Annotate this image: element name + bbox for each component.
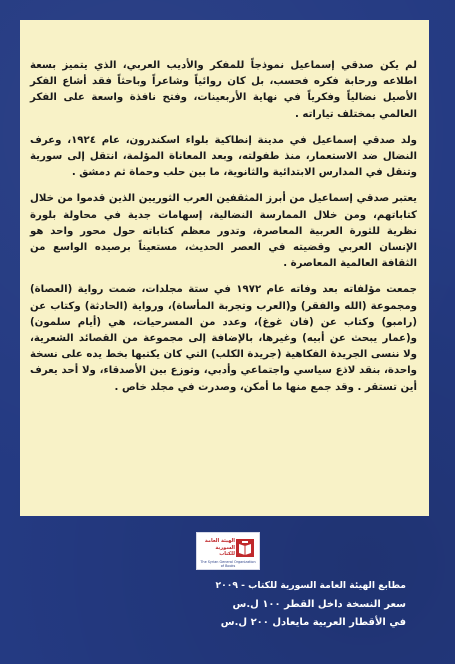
publisher-logo [196, 532, 260, 570]
logo-arabic-text [201, 538, 235, 558]
price-arab-countries: في الأقطار العربية مايعادل ٢٠٠ ل.س [220, 617, 406, 628]
paragraph-intro: لم يكن صدقي إسماعيل نموذجاً للمفكر والأديب العربي، الذي يتميز بسعة اطلاعه ورحابة فكره فحسب، بل كان روائياً وشاعراً وباحثاً فقد أشاع الفكر الأصيل نضالياً وفكرياً في نهاية الأربعينات، وفتح نافذة واسعة على الفكر العالمي بمختلف تياراته . [30, 60, 417, 120]
paragraph-contribution: يعتبر صدقي إسماعيل من أبرز المثقفين العرب الثوريين الذين قدموا من خلال كتاباتهم، ومن خلال الممارسة النضالية، إسهامات جدية في محاولة بلورة نظرية للثورة العربية المعاصرة، وتدور معظم كتاباته حول محور واحد هو الإنسان العربي وقضيته في العصر الحديث، مستعيناً برصيده الواسع من الثقافة العالمية المعاصرة . [30, 193, 417, 270]
text-panel [20, 20, 429, 516]
logo-english-text: The Syrian General Organization of Books [200, 560, 256, 568]
paragraph-biography: ولد صدقي إسماعيل في مدينة إنطاكية بلواء اسكندرون، عام ١٩٢٤، وعرف النضال ضد الاستعمار، منذ طفولته، وبعد المعاناة المؤلمة، انتقل إلى سورية وتنقل في المدارس الابتدائية والثانوية، ما بين حلب وحماة ثم دمشق . [30, 134, 417, 179]
book-emblem-icon [235, 538, 255, 558]
paragraph-works: جمعت مؤلفاته بعد وفاته عام ١٩٧٢ في ستة مجلدات، ضمت رواية (العصاة) ومجموعة (الله والفقر) و(العرب وتجربة المأساة)، ورواية (الحادثة) وكتاب عن (رامبو) وكتاب عن (فان غوغ)، وعدد من المسرحيات، هي (أيام سلمون) و(عمار يبحث عن أبيه) وغيرها، بالإضافة إلى مجموعة من القصائد الشعرية، ولا ننسى الجريدة الفكاهية (جريدة الكلب) التي كان يكتبها بخط يده على نسخة واحدة، بنقد لاذع سياسي واجتماعي وأدبي، وتوزع بين الأصدقاء، ولا أحد يعرف أين تستقر . وقد جمع منها ما أمكن، وصدرت في مجلد خاص . [30, 284, 417, 393]
price-local: سعر النسخة داخل القطر ١٠٠ ل.س [232, 599, 406, 610]
logo-arabic-line: الهيئة العامة [204, 538, 235, 544]
logo-arabic-line: السورية للكتاب [215, 544, 235, 557]
publisher-line: مطابع الهيئة العامة السورية للكتاب - ٢٠٠٩ [215, 580, 406, 591]
